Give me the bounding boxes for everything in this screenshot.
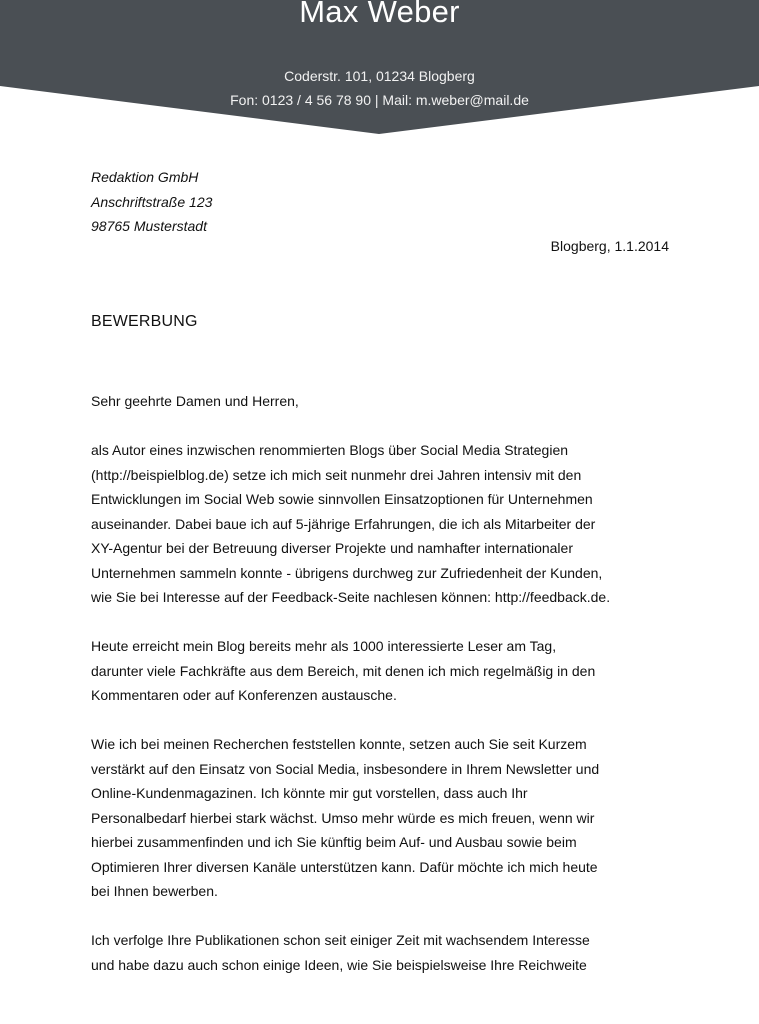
text-line: Optimieren Ihrer diversen Kanäle unterstützen kann. Dafür möchte ich mich heute [91,858,598,875]
text-line: darunter viele Fachkräfte aus dem Bereich, mit denen ich mich regelmäßig in den [91,662,596,679]
letter-date: Blogberg, 1.1.2014 [550,238,669,254]
text-line: Ich verfolge Ihre Publikationen schon seit einiger Zeit mit wachsendem Interesse [91,932,590,948]
text-line: Heute erreicht mein Blog bereits mehr als 1000 interessierte Leser am Tag, [91,638,557,654]
recipient-street: Anschriftstraße 123 [91,193,213,210]
text-line: auseinander. Dabei baue ich auf 5-jährige Erfahrungen, die ich als Mitarbeiter der [91,515,596,532]
text-line: verstärkt auf den Einsatz von Social Media, insbesondere in Ihrem Newsletter und [91,760,600,777]
letter-body [91,389,681,1002]
text-line: XY-Agentur bei der Betreuung diverser Projekte und namhafter internationaler [91,540,573,556]
salutation-line: Sehr geehrte Damen und Herren, [91,393,299,409]
text-line: und habe dazu auch schon einige Ideen, wie Sie beispielsweise Ihre Reichweite [91,956,587,973]
sender-contact: Fon: 0123 / 4 56 78 90 | Mail: m.weber@mail.de [230,92,529,108]
paragraph [91,928,681,977]
recipient-city: 98765 Musterstadt [91,218,207,234]
text-line: (http://beispielblog.de) setze ich mich seit nunmehr drei Jahren intensiv mit den [91,466,582,483]
text-line: als Autor eines inzwischen renommierten Blogs über Social Media Strategien [91,442,569,458]
recipient-address [91,165,212,239]
text-line: Online-Kundenmagazinen. Ich könnte mir gut vorstellen, dass auch Ihr [91,785,528,801]
sender-address: Coderstr. 101, 01234 Blogberg [284,68,475,84]
text-line: wie Sie bei Interesse auf der Feedback-Seite nachlesen können: http://feedback.de. [91,589,611,605]
text-line: Kommentaren oder auf Konferenzen austausche. [91,687,397,703]
letter-subject: BEWERBUNG [91,313,198,330]
text-line: Personalbedarf hierbei stark wächst. Umso mehr würde es mich freuen, wenn wir [91,809,595,826]
text-line: Unternehmen sammeln konnte - übrigens durchweg zur Zufriedenheit der Kunden, [91,564,603,581]
salutation [91,389,681,414]
paragraph [91,634,681,708]
text-line: hierbei zusammenfinden und ich Sie künftig beim Auf- und Ausbau sowie beim [91,834,577,850]
recipient-company: Redaktion GmbH [91,169,199,185]
paragraph [91,732,681,904]
text-line: Entwicklungen im Social Web sowie sinnvollen Einsatzoptionen für Unternehmen [91,491,593,507]
text-line: Wie ich bei meinen Recherchen feststellen konnte, setzen auch Sie seit Kurzem [91,736,587,752]
paragraph [91,438,681,610]
letterhead [0,0,759,135]
text-line: bei Ihnen bewerben. [91,883,218,899]
sender-name: Max Weber [299,0,460,29]
